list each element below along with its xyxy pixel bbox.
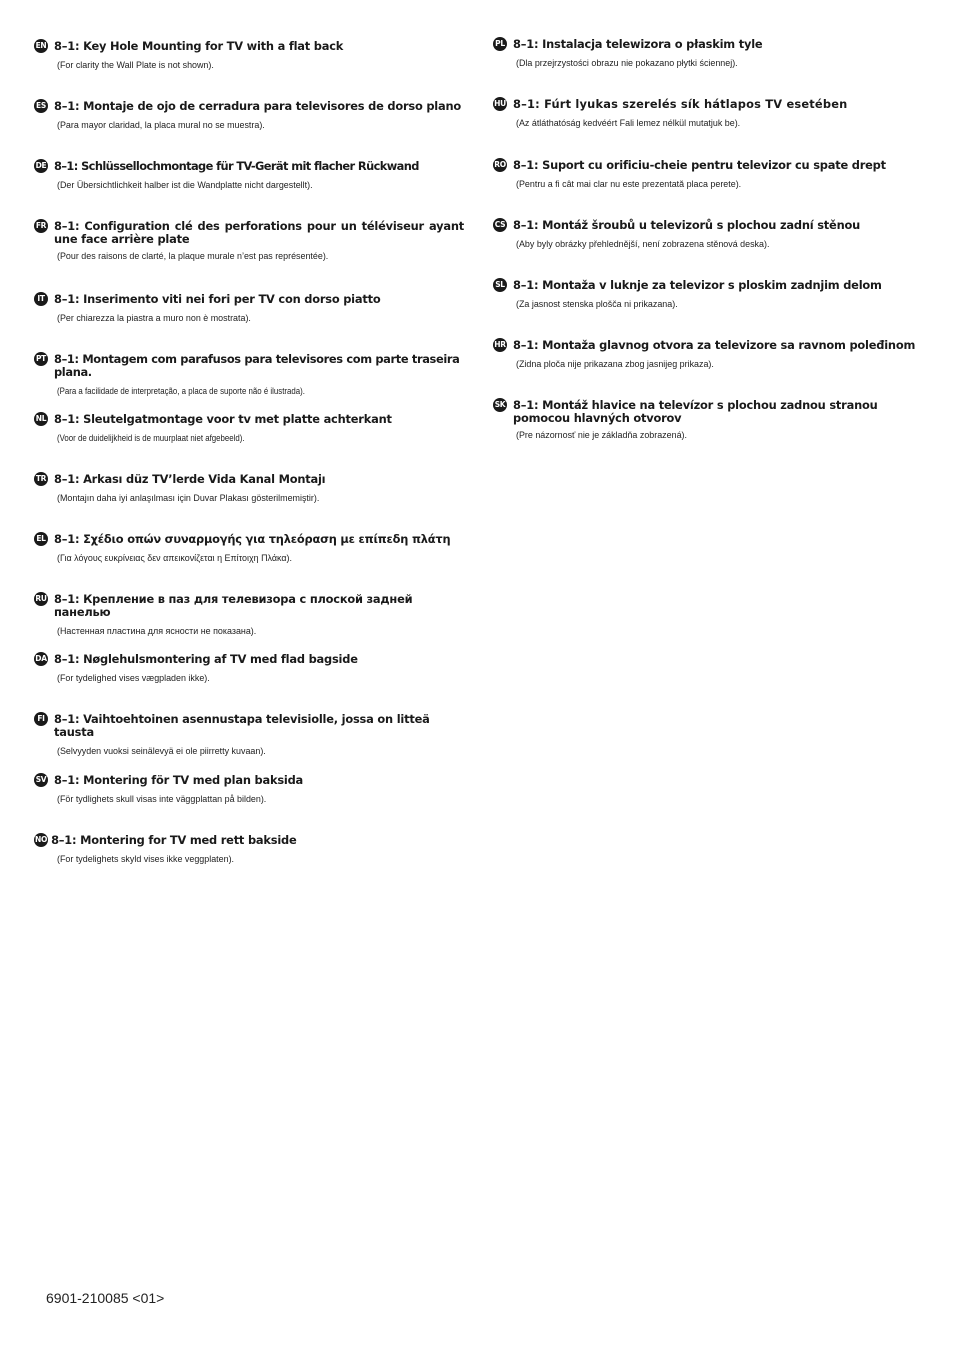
lang-entry-sl [493,279,918,311]
section-title: 8–1: Σχέδιο οπών συναρμογής για τηλεόραση με επίπεδη πλάτη [54,532,451,546]
section-title: 8–1: Montering för TV med plan baksida [54,773,304,787]
lang-code-badge: HR [493,338,507,352]
lang-code-badge: ES [34,99,48,113]
lang-entry-ru [34,593,464,638]
section-note: (Aby byly obrázky přehlednější, není zobrazena stěnová deska). [516,239,770,250]
section-title: 8–1: Montagem com parafusos para televisores com parte traseira plana. [54,352,460,379]
section-note: (Za jasnost stenska plošča ni prikazana). [516,299,678,310]
lang-entry-pt [34,353,464,398]
lang-entry-en [34,40,464,72]
section-title: 8–1: Configuration clé des perforations pour un téléviseur ayant une face arrière plate [54,219,464,246]
lang-code-badge: FI [34,712,48,726]
section-note: (Der Übersichtlichkeit halber ist die Wandplatte nicht dargestellt). [57,180,313,191]
section-title: 8–1: Key Hole Mounting for TV with a flat back [54,39,344,53]
lang-code-badge: SV [34,773,48,787]
lang-entry-hu [493,98,918,130]
lang-code-badge: EN [34,39,48,53]
lang-entry-no [34,834,464,866]
section-note: (Per chiarezza la piastra a muro non è mostrata). [57,313,251,324]
section-title: 8–1: Vaihtoehtoinen asennustapa televisiolle, jossa on litteä tausta [54,712,430,739]
section-note: (For tydelighets skyld vises ikke veggplaten). [57,854,235,865]
lang-entry-ro [493,159,918,191]
lang-code-badge: NL [34,412,48,426]
section-note: (Para mayor claridad, la placa mural no se muestra). [57,120,265,131]
section-title: 8–1: Schlüssellochmontage für TV-Gerät mit flacher Rückwand [54,159,419,173]
lang-entry-tr [34,473,464,505]
lang-code-badge: DA [34,652,48,666]
lang-entry-pl [493,38,918,70]
section-title: 8–1: Suport cu orificiu-cheie pentru televizor cu spate drept [513,158,886,172]
lang-code-badge: EL [34,532,48,546]
lang-entry-de [34,160,464,192]
lang-code-badge: PT [34,352,48,366]
lang-entry-fi [34,713,464,758]
lang-entry-cs [493,219,918,251]
lang-entry-nl [34,413,464,445]
section-title: 8–1: Fúrt lyukas szerelés sík hátlapos TV esetében [513,97,848,111]
section-note: (Για λόγους ευκρίνειας δεν απεικονίζεται η Επίτοιχη Πλάκα). [57,553,292,564]
section-note: (Pre názornosť nie je základňa zobrazená). [516,430,687,441]
lang-code-badge: RO [493,158,507,172]
section-note: (Pentru a fi cât mai clar nu este prezentată placa perete). [516,179,742,190]
lang-code-badge: IT [34,292,48,306]
section-title: 8–1: Montaža glavnog otvora za televizore sa ravnom poleđinom [513,338,916,352]
section-note: (Montajın daha iyi anlaşılması için Duvar Plakası gösterilmemiştir). [57,493,320,504]
section-title: 8–1: Nøglehulsmontering af TV med flad bagside [54,652,358,666]
section-title: 8–1: Montáž hlavice na televízor s plochou zadnou stranou pomocou hlavných otvorov [513,398,878,425]
document-code: 6901-210085 <01> [46,1290,165,1306]
lang-code-badge: PL [493,37,507,51]
lang-entry-it [34,293,464,325]
section-note: (Настенная пластина для ясности не показана). [57,626,257,637]
section-note: (Selvyyden vuoksi seinälevyä ei ole piirretty kuvaan). [57,746,266,757]
section-note: (Pour des raisons de clarté, la plaque murale n’est pas représentée). [57,251,329,262]
section-note: (För tydlighets skull visas inte väggplattan på bilden). [57,794,267,805]
section-title: 8–1: Arkası düz TV’lerde Vida Kanal Montajı [54,472,326,486]
section-note: (Para a facilidade de interpretação, a placa de suporte não é ilustrada). [57,386,305,397]
lang-code-badge: TR [34,472,48,486]
lang-code-badge: DE [34,159,48,173]
lang-code-badge: RU [34,592,48,606]
lang-code-badge: SL [493,278,507,292]
lang-entry-el [34,533,464,565]
lang-code-badge: HU [493,97,507,111]
section-title: 8–1: Крепление в паз для телевизора с плоской задней панелью [54,592,413,619]
section-note: (Voor de duidelijkheid is de muurplaat niet afgebeeld). [57,433,245,444]
section-title: 8–1: Sleutelgatmontage voor tv met platte achterkant [54,412,392,426]
section-note: (For clarity the Wall Plate is not shown). [57,60,214,71]
section-note: (Dla przejrzystości obrazu nie pokazano płytki ściennej). [516,58,738,69]
section-title: 8–1: Montaža v luknje za televizor s ploskim zadnjim delom [513,278,882,292]
lang-entry-da [34,653,464,685]
lang-entry-es [34,100,464,132]
section-title: 8–1: Montaje de ojo de cerradura para televisores de dorso plano [54,99,462,113]
section-title: 8–1: Instalacja telewizora o płaskim tyle [513,37,763,51]
section-title: 8–1: Inserimento viti nei fori per TV con dorso piatto [54,292,381,306]
section-title: 8–1: Montáž šroubů u televizorů s plochou zadní stěnou [513,218,861,232]
lang-code-badge: FR [34,219,48,233]
lang-code-badge: CS [493,218,507,232]
lang-entry-sv [34,774,464,806]
section-title: 8–1: Montering for TV med rett bakside [51,833,297,847]
lang-entry-hr [493,339,918,371]
section-note: (Az átláthatóság kedvéért Fali lemez nélkül mutatjuk be). [516,118,741,129]
section-note: (For tydelighed vises vægpladen ikke). [57,673,210,684]
lang-code-badge: NO [34,833,48,847]
lang-entry-sk [493,399,918,442]
section-note: (Zidna ploča nije prikazana zbog jasnijeg prikaza). [516,359,714,370]
lang-entry-fr [34,220,464,263]
lang-code-badge: SK [493,398,507,412]
